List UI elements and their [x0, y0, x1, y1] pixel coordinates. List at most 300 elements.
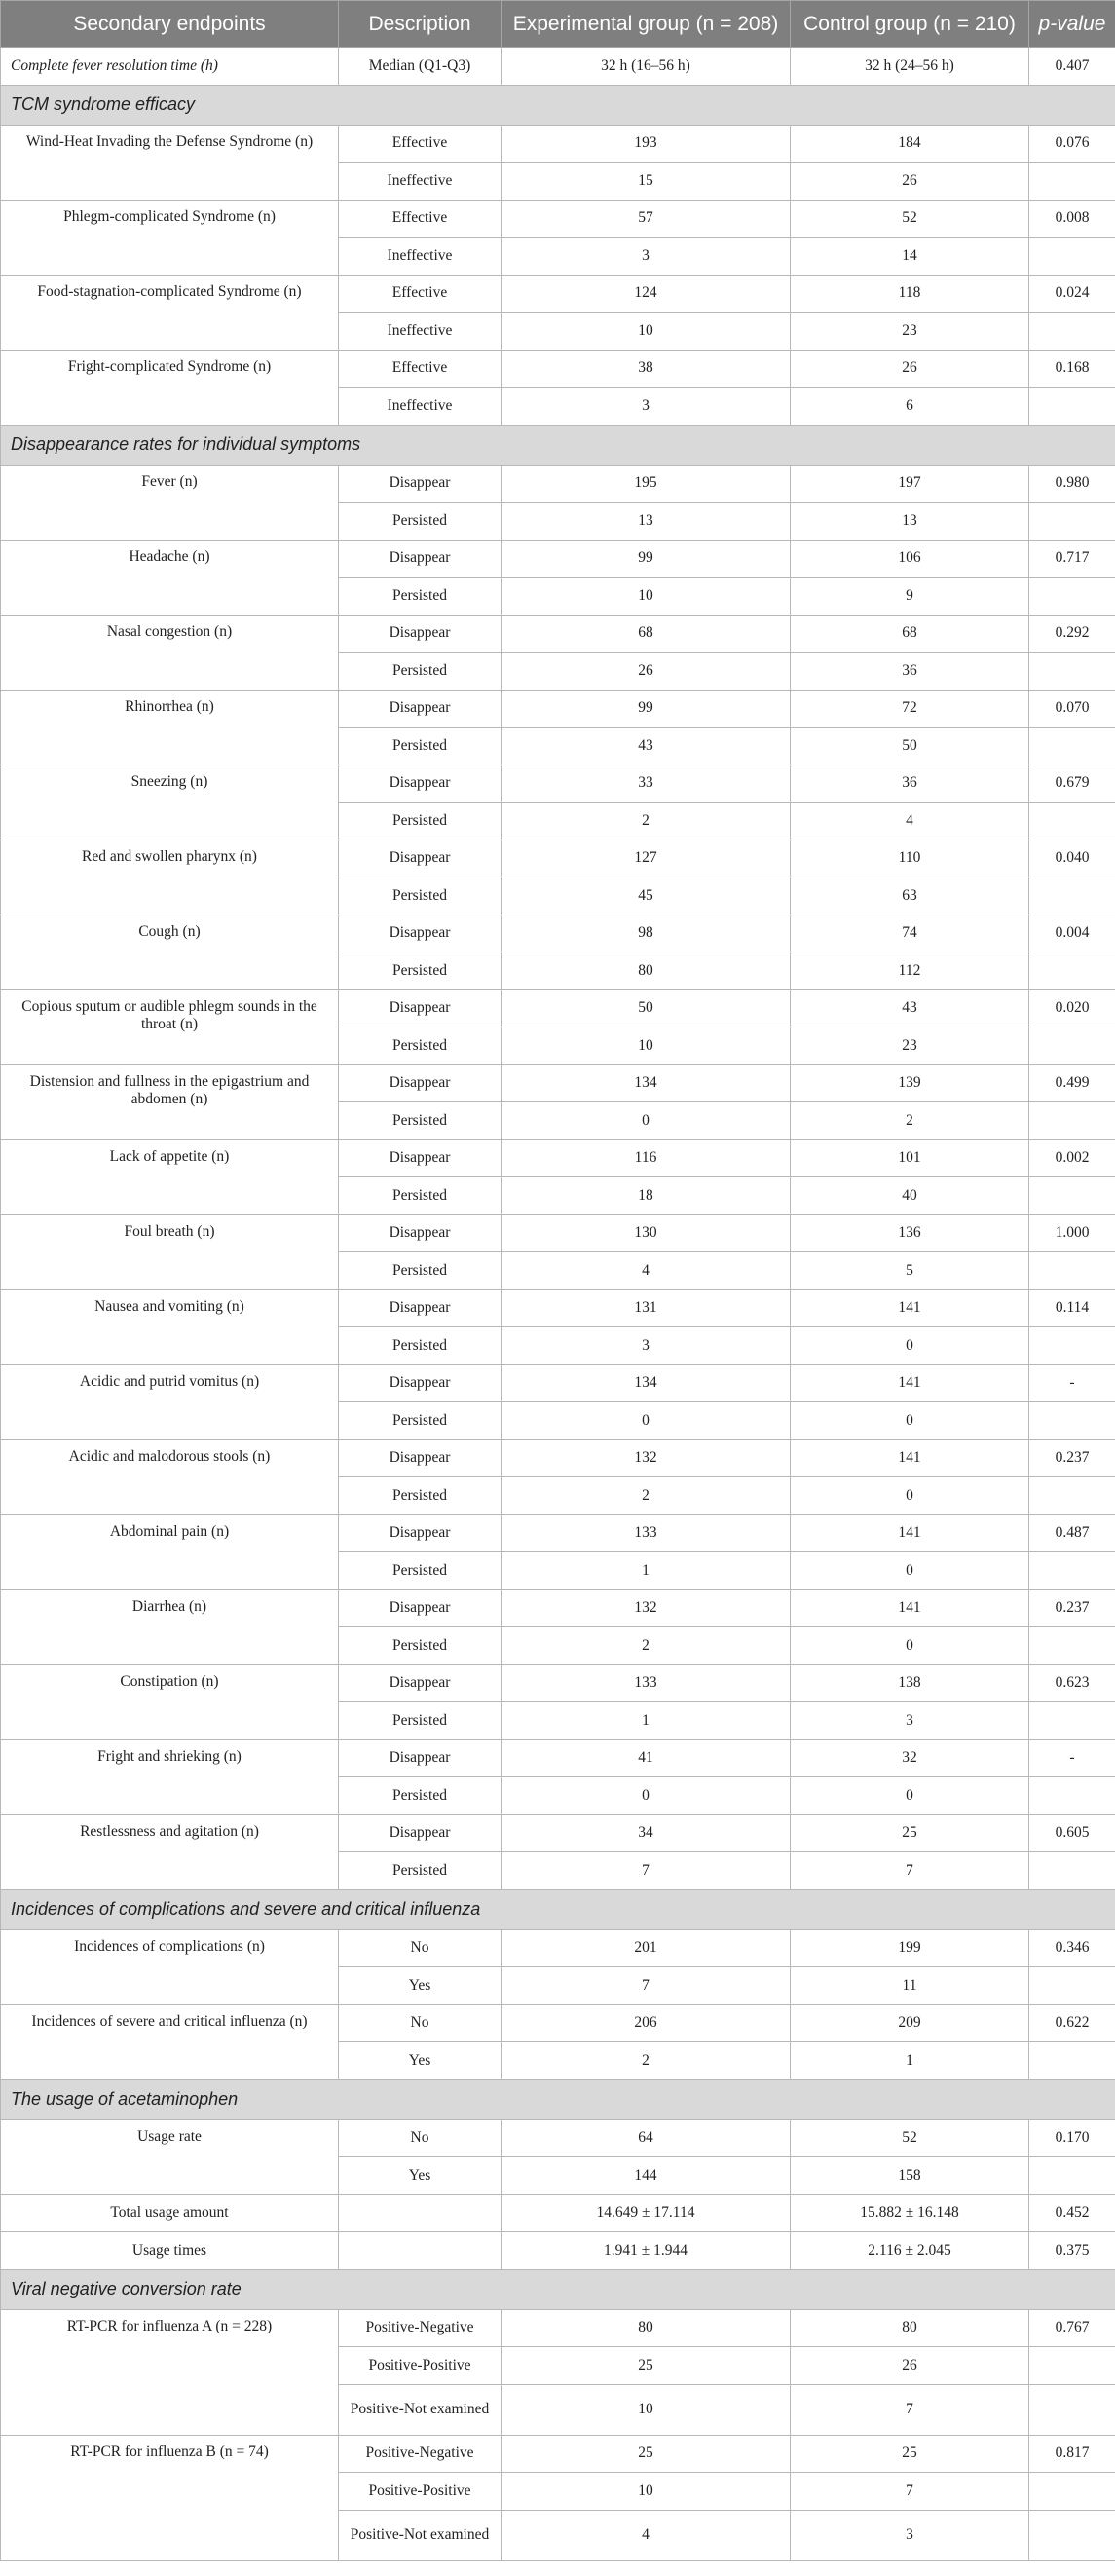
row-experimental-value: 201 — [502, 1929, 791, 1967]
row-control-value: 158 — [791, 2157, 1029, 2195]
row-experimental-value: 0 — [502, 1402, 791, 1440]
row-label: Rhinorrhea (n) — [1, 690, 339, 765]
row-experimental-value: 2 — [502, 2042, 791, 2080]
row-experimental-value: 10 — [502, 2473, 791, 2511]
row-control-value: 72 — [791, 690, 1029, 728]
table-row — [1, 1289, 1115, 1327]
row-control-value: 106 — [791, 540, 1029, 578]
row-description: Positive-Negative — [339, 2309, 502, 2347]
row-label: Incidences of severe and critical influenza (n) — [1, 2004, 339, 2079]
row-control-value: 141 — [791, 1589, 1029, 1627]
row-description: No — [339, 2119, 502, 2157]
table-row — [1, 125, 1115, 163]
row-p-value-empty — [1029, 1967, 1115, 2005]
table-row — [1, 2309, 1115, 2347]
row-experimental-value: 132 — [502, 1589, 791, 1627]
row-experimental-value: 32 h (16–56 h) — [502, 48, 791, 86]
row-control-value: 141 — [791, 1289, 1029, 1327]
row-p-value: 0.980 — [1029, 465, 1115, 503]
table-row — [1, 350, 1115, 388]
row-experimental-value: 98 — [502, 915, 791, 952]
row-label: Restlessness and agitation (n) — [1, 1814, 339, 1889]
row-control-value: 141 — [791, 1364, 1029, 1402]
section-title: Disappearance rates for individual symptoms — [1, 425, 1115, 465]
row-control-value: 141 — [791, 1439, 1029, 1477]
row-p-value-empty — [1029, 1252, 1115, 1290]
row-control-value: 25 — [791, 1814, 1029, 1852]
row-experimental-value: 99 — [502, 540, 791, 578]
table-row — [1, 1514, 1115, 1552]
row-experimental-value: 2 — [502, 1477, 791, 1515]
header-description: Description — [339, 1, 502, 48]
row-experimental-value: 25 — [502, 2347, 791, 2385]
row-experimental-value: 43 — [502, 728, 791, 765]
row-description: Disappear — [339, 1739, 502, 1777]
row-label: Copious sputum or audible phlegm sounds in the throat (n) — [1, 989, 339, 1064]
row-control-value: 15.882 ± 16.148 — [791, 2194, 1029, 2232]
row-experimental-value: 1 — [502, 1552, 791, 1590]
row-description: Disappear — [339, 989, 502, 1027]
row-description: Positive-Positive — [339, 2347, 502, 2385]
table-row — [1, 915, 1115, 952]
row-description: Disappear — [339, 765, 502, 803]
row-p-value-empty — [1029, 1102, 1115, 1140]
row-p-value-empty — [1029, 2473, 1115, 2511]
table-row — [1, 1439, 1115, 1477]
row-p-value: 0.114 — [1029, 1289, 1115, 1327]
row-p-value-empty — [1029, 1327, 1115, 1365]
row-p-value: 0.004 — [1029, 915, 1115, 952]
row-experimental-value: 4 — [502, 1252, 791, 1290]
row-description: Persisted — [339, 1777, 502, 1815]
row-control-value: 23 — [791, 313, 1029, 351]
row-control-value: 1 — [791, 2042, 1029, 2080]
row-description: Disappear — [339, 690, 502, 728]
row-p-value: 0.008 — [1029, 200, 1115, 238]
row-control-value: 0 — [791, 1552, 1029, 1590]
row-experimental-value: 206 — [502, 2004, 791, 2042]
row-experimental-value: 1.941 ± 1.944 — [502, 2232, 791, 2270]
row-description: Disappear — [339, 1589, 502, 1627]
row-experimental-value: 134 — [502, 1064, 791, 1102]
row-experimental-value: 127 — [502, 840, 791, 877]
row-label: Diarrhea (n) — [1, 1589, 339, 1664]
row-description: Disappear — [339, 1439, 502, 1477]
row-p-value: 0.375 — [1029, 2232, 1115, 2270]
row-p-value-empty — [1029, 1552, 1115, 1590]
row-experimental-value: 18 — [502, 1177, 791, 1215]
row-experimental-value: 133 — [502, 1664, 791, 1702]
row-description: Persisted — [339, 803, 502, 840]
row-control-value: 136 — [791, 1214, 1029, 1252]
row-experimental-value: 64 — [502, 2119, 791, 2157]
row-label: Abdominal pain (n) — [1, 1514, 339, 1589]
table-row — [1, 200, 1115, 238]
row-description: Disappear — [339, 1514, 502, 1552]
row-description: Positive-Positive — [339, 2473, 502, 2511]
row-p-value-empty — [1029, 503, 1115, 541]
row-experimental-value: 3 — [502, 238, 791, 276]
row-description: Persisted — [339, 1627, 502, 1665]
section-title: Viral negative conversion rate — [1, 2269, 1115, 2309]
row-description: Effective — [339, 125, 502, 163]
row-p-value: 0.040 — [1029, 840, 1115, 877]
row-description: Disappear — [339, 540, 502, 578]
row-p-value-empty — [1029, 728, 1115, 765]
row-description: Persisted — [339, 1102, 502, 1140]
table-row — [1, 840, 1115, 877]
row-experimental-value: 1 — [502, 1702, 791, 1740]
row-experimental-value: 25 — [502, 2435, 791, 2473]
row-description: Disappear — [339, 1664, 502, 1702]
row-label: Distension and fullness in the epigastrium and abdomen (n) — [1, 1064, 339, 1139]
row-p-value: 0.452 — [1029, 2194, 1115, 2232]
row-p-value: 0.292 — [1029, 615, 1115, 653]
row-description: Persisted — [339, 1402, 502, 1440]
row-label: RT-PCR for influenza A (n = 228) — [1, 2309, 339, 2435]
row-control-value: 13 — [791, 503, 1029, 541]
row-p-value-empty — [1029, 1477, 1115, 1515]
row-p-value: 0.407 — [1029, 48, 1115, 86]
row-label: Lack of appetite (n) — [1, 1139, 339, 1214]
row-description: Ineffective — [339, 163, 502, 201]
row-p-value: 0.622 — [1029, 2004, 1115, 2042]
table-row — [1, 1214, 1115, 1252]
row-experimental-value: 80 — [502, 2309, 791, 2347]
row-description: Disappear — [339, 615, 502, 653]
row-label: Wind-Heat Invading the Defense Syndrome (n) — [1, 125, 339, 200]
row-description: No — [339, 1929, 502, 1967]
row-p-value: 1.000 — [1029, 1214, 1115, 1252]
row-experimental-value: 3 — [502, 1327, 791, 1365]
row-p-value: - — [1029, 1739, 1115, 1777]
table-row — [1, 2119, 1115, 2157]
row-experimental-value: 80 — [502, 952, 791, 990]
row-p-value: 0.499 — [1029, 1064, 1115, 1102]
row-label: Usage times — [1, 2232, 339, 2270]
row-experimental-value: 45 — [502, 877, 791, 915]
row-experimental-value: 34 — [502, 1814, 791, 1852]
row-experimental-value: 3 — [502, 388, 791, 426]
row-control-value: 139 — [791, 1064, 1029, 1102]
row-experimental-value: 26 — [502, 653, 791, 691]
row-label: Total usage amount — [1, 2194, 339, 2232]
row-control-value: 209 — [791, 2004, 1029, 2042]
row-control-value: 52 — [791, 200, 1029, 238]
row-control-value: 68 — [791, 615, 1029, 653]
row-p-value-empty — [1029, 1627, 1115, 1665]
row-experimental-value: 41 — [502, 1739, 791, 1777]
table-body — [1, 48, 1115, 2561]
row-control-value: 9 — [791, 578, 1029, 616]
row-label: Acidic and putrid vomitus (n) — [1, 1364, 339, 1439]
row-p-value-empty — [1029, 313, 1115, 351]
row-control-value: 0 — [791, 1327, 1029, 1365]
row-control-value: 3 — [791, 2510, 1029, 2560]
row-description: Disappear — [339, 840, 502, 877]
row-control-value: 7 — [791, 2473, 1029, 2511]
row-description: Persisted — [339, 1027, 502, 1065]
row-control-value: 26 — [791, 2347, 1029, 2385]
row-control-value: 0 — [791, 1627, 1029, 1665]
row-description: Persisted — [339, 1852, 502, 1890]
row-p-value-empty — [1029, 803, 1115, 840]
row-label: Headache (n) — [1, 540, 339, 615]
row-control-value: 36 — [791, 653, 1029, 691]
row-description: Positive-Negative — [339, 2435, 502, 2473]
row-experimental-value: 10 — [502, 313, 791, 351]
row-label: RT-PCR for influenza B (n = 74) — [1, 2435, 339, 2560]
row-p-value: 0.076 — [1029, 125, 1115, 163]
row-control-value: 7 — [791, 1852, 1029, 1890]
table-row — [1, 1664, 1115, 1702]
row-control-value: 74 — [791, 915, 1029, 952]
row-p-value-empty — [1029, 1402, 1115, 1440]
table-row — [1, 1739, 1115, 1777]
row-control-value: 0 — [791, 1402, 1029, 1440]
row-label: Fever (n) — [1, 465, 339, 540]
row-description: Ineffective — [339, 238, 502, 276]
row-experimental-value: 132 — [502, 1439, 791, 1477]
row-control-value: 36 — [791, 765, 1029, 803]
row-experimental-value: 68 — [502, 615, 791, 653]
row-experimental-value: 38 — [502, 350, 791, 388]
row-control-value: 25 — [791, 2435, 1029, 2473]
row-experimental-value: 13 — [502, 503, 791, 541]
row-description: Effective — [339, 200, 502, 238]
row-control-value: 110 — [791, 840, 1029, 877]
row-label: Phlegm-complicated Syndrome (n) — [1, 200, 339, 275]
section-row — [1, 85, 1115, 125]
row-label: Usage rate — [1, 2119, 339, 2194]
row-description: Persisted — [339, 1327, 502, 1365]
row-label: Incidences of complications (n) — [1, 1929, 339, 2004]
row-description: Positive-Not examined — [339, 2510, 502, 2560]
row-control-value: 14 — [791, 238, 1029, 276]
table-row — [1, 540, 1115, 578]
row-experimental-value: 134 — [502, 1364, 791, 1402]
row-experimental-value: 2 — [502, 1627, 791, 1665]
row-control-value: 2 — [791, 1102, 1029, 1140]
row-description: Ineffective — [339, 313, 502, 351]
row-control-value: 184 — [791, 125, 1029, 163]
row-control-value: 50 — [791, 728, 1029, 765]
row-p-value-empty — [1029, 388, 1115, 426]
row-description: Yes — [339, 2157, 502, 2195]
row-description: Median (Q1-Q3) — [339, 48, 502, 86]
row-label: Fright-complicated Syndrome (n) — [1, 350, 339, 425]
table-row — [1, 2004, 1115, 2042]
row-p-value: 0.168 — [1029, 350, 1115, 388]
row-description: No — [339, 2004, 502, 2042]
row-control-value: 141 — [791, 1514, 1029, 1552]
row-p-value-empty — [1029, 1177, 1115, 1215]
row-experimental-value: 10 — [502, 578, 791, 616]
row-description: Persisted — [339, 728, 502, 765]
row-experimental-value: 15 — [502, 163, 791, 201]
row-experimental-value: 10 — [502, 2384, 791, 2435]
row-control-value: 0 — [791, 1777, 1029, 1815]
row-p-value: 0.717 — [1029, 540, 1115, 578]
table-row — [1, 2194, 1115, 2232]
row-experimental-value: 14.649 ± 17.114 — [502, 2194, 791, 2232]
row-description: Disappear — [339, 465, 502, 503]
row-control-value: 138 — [791, 1664, 1029, 1702]
row-experimental-value: 4 — [502, 2510, 791, 2560]
row-description — [339, 2232, 502, 2270]
row-control-value: 0 — [791, 1477, 1029, 1515]
row-description — [339, 2194, 502, 2232]
row-p-value: 0.605 — [1029, 1814, 1115, 1852]
row-experimental-value: 193 — [502, 125, 791, 163]
table-row — [1, 765, 1115, 803]
row-control-value: 23 — [791, 1027, 1029, 1065]
row-label: Cough (n) — [1, 915, 339, 989]
row-label: Nasal congestion (n) — [1, 615, 339, 690]
row-control-value: 7 — [791, 2384, 1029, 2435]
row-label: Acidic and malodorous stools (n) — [1, 1439, 339, 1514]
section-title: The usage of acetaminophen — [1, 2079, 1115, 2119]
row-experimental-value: 2 — [502, 803, 791, 840]
row-label: Sneezing (n) — [1, 765, 339, 840]
row-control-value: 101 — [791, 1139, 1029, 1177]
table-row — [1, 989, 1115, 1027]
row-experimental-value: 7 — [502, 1967, 791, 2005]
row-experimental-value: 99 — [502, 690, 791, 728]
row-control-value: 26 — [791, 350, 1029, 388]
row-experimental-value: 10 — [502, 1027, 791, 1065]
row-p-value-empty — [1029, 1702, 1115, 1740]
row-description: Persisted — [339, 952, 502, 990]
row-control-value: 118 — [791, 275, 1029, 313]
row-description: Disappear — [339, 1139, 502, 1177]
row-p-value: 0.679 — [1029, 765, 1115, 803]
row-p-value: 0.024 — [1029, 275, 1115, 313]
row-description: Persisted — [339, 1252, 502, 1290]
table-header — [1, 1, 1115, 48]
row-control-value: 32 h (24–56 h) — [791, 48, 1029, 86]
row-p-value-empty — [1029, 2042, 1115, 2080]
row-control-value: 6 — [791, 388, 1029, 426]
table-row — [1, 1364, 1115, 1402]
row-p-value-empty — [1029, 1852, 1115, 1890]
row-experimental-value: 57 — [502, 200, 791, 238]
row-experimental-value: 195 — [502, 465, 791, 503]
section-row — [1, 1889, 1115, 1929]
row-label: Complete fever resolution time (h) — [1, 48, 339, 86]
table-row — [1, 690, 1115, 728]
header-endpoints: Secondary endpoints — [1, 1, 339, 48]
row-p-value: 0.237 — [1029, 1589, 1115, 1627]
row-p-value-empty — [1029, 2347, 1115, 2385]
row-description: Disappear — [339, 1289, 502, 1327]
row-p-value-empty — [1029, 952, 1115, 990]
row-control-value: 112 — [791, 952, 1029, 990]
row-description: Persisted — [339, 877, 502, 915]
row-p-value: 0.767 — [1029, 2309, 1115, 2347]
row-control-value: 5 — [791, 1252, 1029, 1290]
row-label: Nausea and vomiting (n) — [1, 1289, 339, 1364]
header-experimental: Experimental group (n = 208) — [502, 1, 791, 48]
row-label: Foul breath (n) — [1, 1214, 339, 1289]
row-description: Yes — [339, 2042, 502, 2080]
row-control-value: 63 — [791, 877, 1029, 915]
table-row — [1, 465, 1115, 503]
row-experimental-value: 131 — [502, 1289, 791, 1327]
row-experimental-value: 0 — [502, 1102, 791, 1140]
row-experimental-value: 133 — [502, 1514, 791, 1552]
row-description: Persisted — [339, 1702, 502, 1740]
row-description: Persisted — [339, 503, 502, 541]
row-p-value: 0.002 — [1029, 1139, 1115, 1177]
header-control: Control group (n = 210) — [791, 1, 1029, 48]
row-label: Fright and shrieking (n) — [1, 1739, 339, 1814]
row-experimental-value: 7 — [502, 1852, 791, 1890]
table-row — [1, 1929, 1115, 1967]
table-row — [1, 48, 1115, 86]
row-label: Constipation (n) — [1, 1664, 339, 1739]
row-control-value: 40 — [791, 1177, 1029, 1215]
row-p-value-empty — [1029, 2384, 1115, 2435]
row-p-value-empty — [1029, 1777, 1115, 1815]
row-description: Effective — [339, 275, 502, 313]
row-control-value: 32 — [791, 1739, 1029, 1777]
row-control-value: 43 — [791, 989, 1029, 1027]
table-row — [1, 1814, 1115, 1852]
row-control-value: 80 — [791, 2309, 1029, 2347]
row-p-value: 0.623 — [1029, 1664, 1115, 1702]
row-experimental-value: 144 — [502, 2157, 791, 2195]
row-description: Disappear — [339, 1214, 502, 1252]
row-description: Effective — [339, 350, 502, 388]
section-row — [1, 425, 1115, 465]
row-p-value: 0.346 — [1029, 1929, 1115, 1967]
row-label: Food-stagnation-complicated Syndrome (n) — [1, 275, 339, 350]
row-experimental-value: 116 — [502, 1139, 791, 1177]
row-p-value-empty — [1029, 877, 1115, 915]
section-row — [1, 2079, 1115, 2119]
table-row — [1, 2435, 1115, 2473]
row-description: Persisted — [339, 1177, 502, 1215]
row-control-value: 3 — [791, 1702, 1029, 1740]
table-row — [1, 615, 1115, 653]
row-control-value: 52 — [791, 2119, 1029, 2157]
row-experimental-value: 124 — [502, 275, 791, 313]
row-p-value: - — [1029, 1364, 1115, 1402]
row-p-value: 0.020 — [1029, 989, 1115, 1027]
row-control-value: 4 — [791, 803, 1029, 840]
row-control-value: 11 — [791, 1967, 1029, 2005]
row-description: Disappear — [339, 915, 502, 952]
row-p-value: 0.070 — [1029, 690, 1115, 728]
table-row — [1, 1064, 1115, 1102]
row-description: Persisted — [339, 653, 502, 691]
row-p-value: 0.237 — [1029, 1439, 1115, 1477]
row-experimental-value: 130 — [502, 1214, 791, 1252]
row-experimental-value: 33 — [502, 765, 791, 803]
row-control-value: 199 — [791, 1929, 1029, 1967]
section-title: TCM syndrome efficacy — [1, 85, 1115, 125]
row-description: Disappear — [339, 1814, 502, 1852]
row-description: Ineffective — [339, 388, 502, 426]
row-p-value: 0.487 — [1029, 1514, 1115, 1552]
table-row — [1, 1139, 1115, 1177]
row-p-value-empty — [1029, 2157, 1115, 2195]
table-row — [1, 275, 1115, 313]
row-description: Positive-Not examined — [339, 2384, 502, 2435]
row-p-value-empty — [1029, 1027, 1115, 1065]
row-description: Persisted — [339, 578, 502, 616]
